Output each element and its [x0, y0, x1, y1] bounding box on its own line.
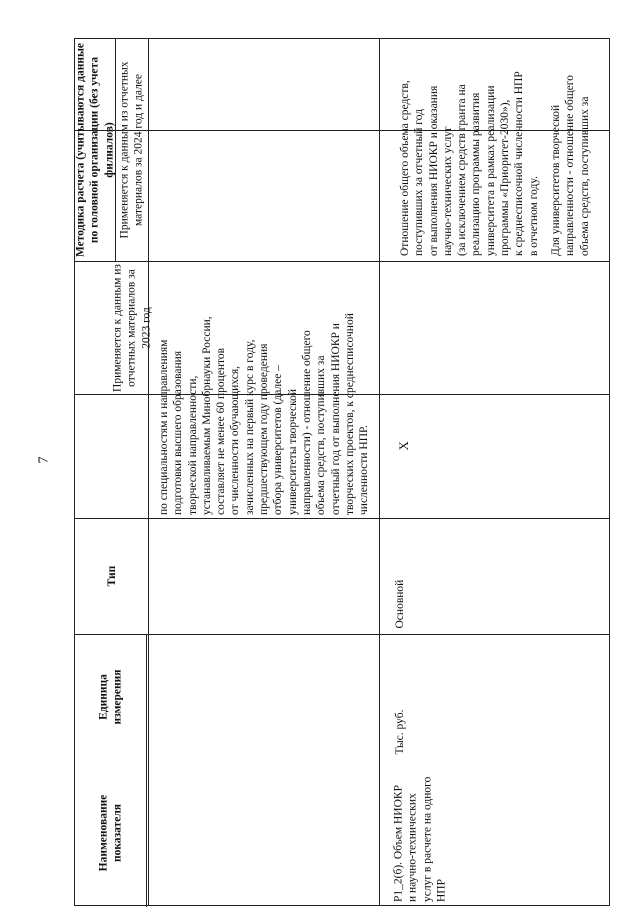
indicator-table	[74, 38, 610, 906]
row2-type: Основной	[393, 579, 406, 629]
header-type: Тип	[105, 565, 118, 587]
row2-unit: Тыс. руб.	[393, 709, 406, 754]
header-method-title: Методика расчета (учитываются данные по головной организации (без учета филиалов)	[74, 42, 116, 258]
row2-method-2024: Отношение общего объема средств, поступивших за отчетный год от выполнения НИОКР и оказания научно-технических услуг (за исключением средств гранта на реализацию программы развития университета в рамках реализации программы «Приоритет-2030»), к среднесписочной численности НПР в отчетном году. Для университетов творческой направленности - отношение общего объема средств, поступивших за	[399, 71, 591, 256]
header-name: Наименование показателя	[97, 794, 124, 872]
header-method-2023: Применяется к данным из отчетных материалов за 2023 год	[111, 263, 152, 392]
header-method-2024: Применяется к данным из отчетных материалов за 2024 год и далее	[118, 61, 145, 239]
header-unit: Единица измерения	[97, 669, 124, 724]
row2-name: Р1_2(б). Объем НИОКР и научно-технических услуг в расчете на одного НПР	[392, 776, 448, 902]
row2-method-2023: Х	[395, 440, 411, 450]
row1-method-2023: по специальностям и направлениям подготовки высшего образования творческой направленности, устанавливаемым Минобрнауки России, составляет не менее 60 процентов от численности обучающихся, зачисленных на первый курс в году, предшествующем году проведения отбора университетов (далее – университеты творческой направленности) - отношение общего объема средств, поступивших за отчетный год от выполнения НИОКР и творческих проектов, к среднесписочной численности НПР.	[157, 312, 370, 515]
page-number: 7	[36, 456, 52, 464]
